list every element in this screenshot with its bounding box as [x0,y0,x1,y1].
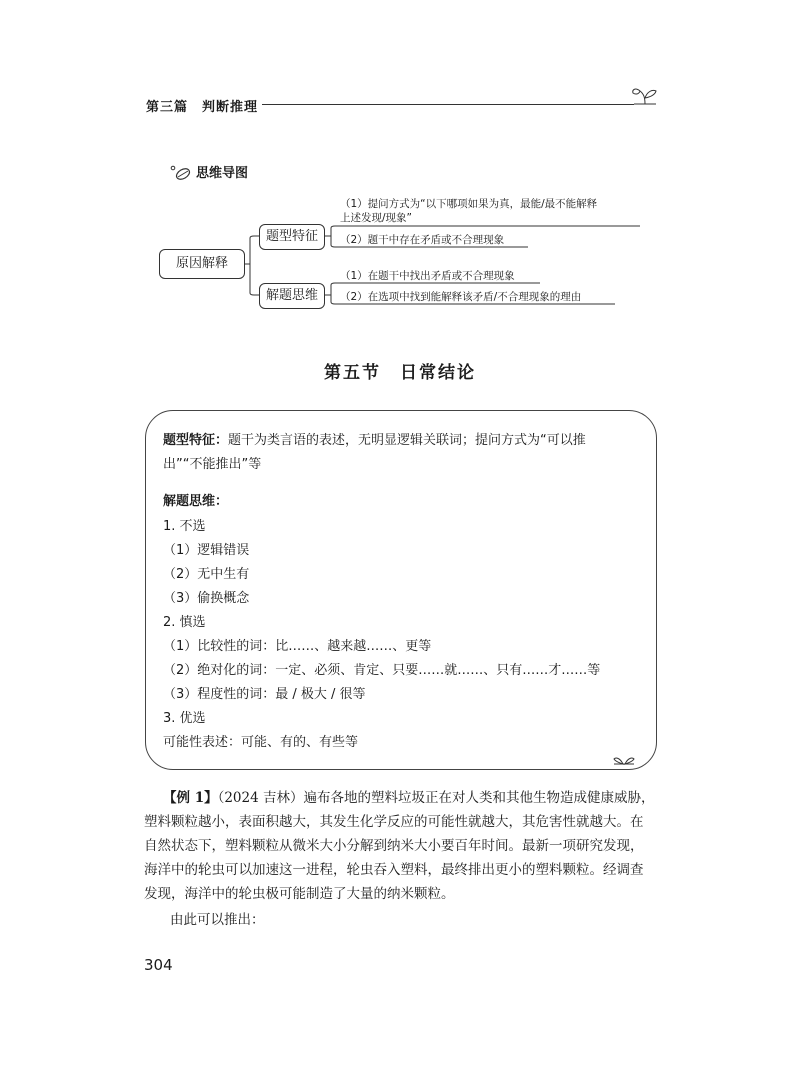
mindmap-icon [170,164,192,180]
example-question: 由此可以推出： [170,912,265,928]
box-item: 2. 慎选 [163,615,206,630]
box-item: （1）逻辑错误 [163,543,250,558]
box-item: （2）无中生有 [163,567,250,582]
mindmap-leaf: （1）在题干中找出矛盾或不合理现象 [340,270,515,282]
running-header: 第三篇 判断推理 [146,100,259,115]
mindmap-leaf: （2）题干中存在矛盾或不合理现象 [340,234,505,246]
mindmap-heading [170,162,248,181]
box-item: （2）绝对化的词：一定、必须、肯定、只要……就……、只有……才……等 [163,663,601,678]
section-title: 第五节 日常结论 [324,363,476,383]
example-line: 自然状态下，塑料颗粒从微米大小分解到纳米大小要百年时间。最新一项研究发现， [144,838,644,854]
example-source: （2024 吉林） [217,790,304,806]
box-item: 1. 不选 [163,519,206,534]
example-line [163,786,663,810]
example-line: 海洋中的轮虫可以加速这一进程，轮虫吞入塑料，最终排出更小的塑料颗粒。经调查 [144,862,644,878]
page-number: 304 [144,956,173,974]
feature-line [163,429,586,448]
example-text: 遍布各地的塑料垃圾正在对人类和其他生物造成健康威胁， [303,790,655,806]
box-item: （3）程度性的词：最 / 极大 / 很等 [163,687,366,702]
box-item: （1）比较性的词：比……、越来越……、更等 [163,639,432,654]
box-item: 3. 优选 [163,711,206,726]
header-rule [262,104,634,105]
mindmap-branch-node: 解题思维 [259,283,325,309]
box-item: （3）偷换概念 [163,591,250,606]
example-line: 发现，海洋中的轮虫极可能制造了大量的纳米颗粒。 [144,886,455,902]
mindmap-branch-node: 题型特征 [259,224,325,250]
mindmap-leaf: （1）提问方式为“以下哪项如果为真，最能/最不能解释 [340,198,598,210]
mindmap-root-node: 原因解释 [159,249,245,279]
box-item: 可能性表述：可能、有的、有些等 [163,735,359,750]
mindmap-heading-text: 思维导图 [196,166,249,181]
feature-text-cont: 出”“不能推出”等 [163,457,262,472]
thinking-label: 解题思维： [163,494,229,509]
leaf-icon [612,750,636,766]
example-label: 【例 1】 [163,790,218,806]
sprout-icon [630,84,660,106]
example-line: 塑料颗粒越小，表面积越大，其发生化学反应的可能性就越大，其危害性就越大。在 [144,814,644,830]
feature-label: 题型特征： [163,433,229,448]
feature-text: 题干为类言语的表述，无明显逻辑关联词；提问方式为“可以推 [228,433,586,448]
mindmap-leaf: （2）在选项中找到能解释该矛盾/不合理现象的理由 [340,291,582,303]
mindmap-leaf-cont: 上述发现/现象” [340,212,412,224]
